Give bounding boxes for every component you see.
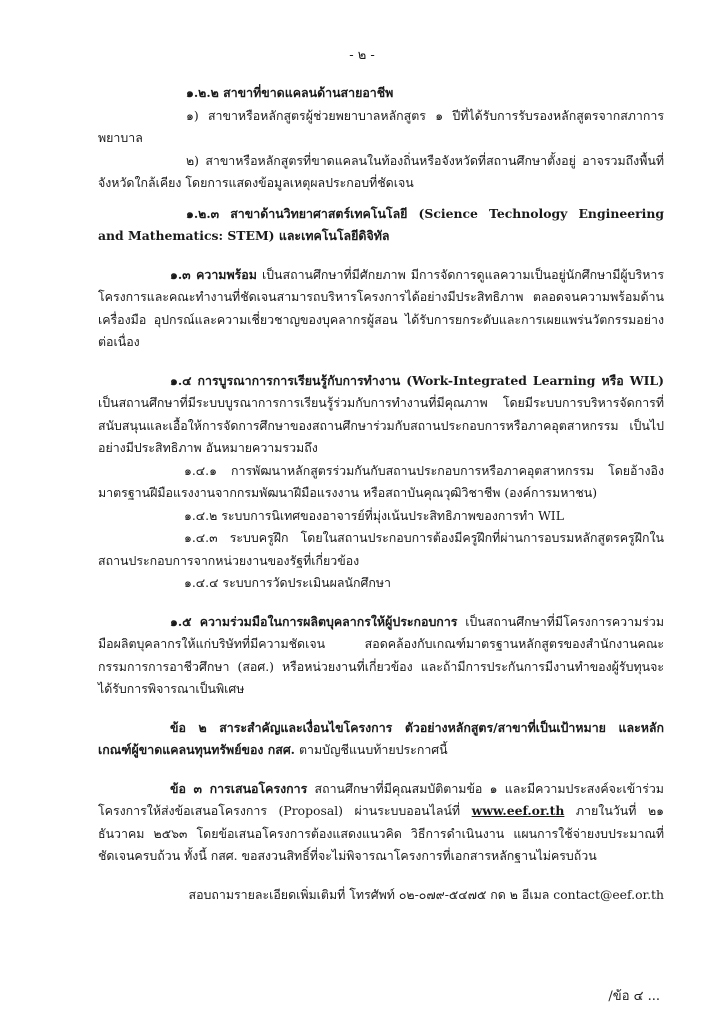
section-1-2-2-item-2: ๒) สาขาหรือหลักสูตรที่ขาดแคลนในท้องถิ่นหรือจังหวัดที่สถานศึกษาตั้งอยู่ อาจรวมถึงพื้นที่จังหวัดใกล้เคียง โดยการแสดงข้อมูลเหตุผลประกอบที่ชัดเจน [98,152,664,190]
clause-3 [98,778,664,868]
section-1-2-2-item-1: ๑) สาขาหรือหลักสูตรผู้ช่วยพยาบาลหลักสูตร ๑ ปีที่ได้รับการรับรองหลักสูตรจากสภาการพยาบาล [98,107,664,145]
section-1-4-heading: ๑.๔ การบูรณาการการเรียนรู้กับการทำงาน (Work-Integrated Learning หรือ WIL) [170,372,664,388]
section-1-2-2-heading: ๑.๒.๒ สาขาที่ขาดแคลนด้านสายอาชีพ [186,85,394,100]
section-1-5-heading: ๑.๕ ความร่วมมือในการผลิตบุคลากรให้ผู้ประกอบการ [170,613,458,629]
section-1-3-body: เป็นสถานศึกษาที่มีศักยภาพ มีการจัดการดูแลความเป็นอยู่นักศึกษามีผู้บริหารโครงการและคณะทำงานที่ชัดเจนสามารถบริหารโครงการได้อย่างมีประสิทธิภาพ ตลอดจนความพร้อมด้านเครื่องมือ อุปกรณ์และความเชี่ยวชาญของบุคลากรผู้สอน ได้รับการยกระดับและการเผยแพร่นวัตกรรมอย่างต่อเนื่อง [98,266,664,349]
clause-3-body-a: สถานศึกษาที่มีคุณสมบัติตามข้อ ๑ และมีความประสงค์จะเข้าร่วมโครงการให้ส่งข้อเสนอโครงการ (Proposal) ผ่านระบบออนไลน์ที่ [98,780,664,818]
proposal-website-link[interactable]: www.eef.or.th [471,803,565,818]
page-number: - ๒ - [349,48,375,63]
clause-2 [98,717,664,762]
clause-2-heading: ข้อ ๒ สาระสำคัญและเงื่อนไขโครงการ ตัวอย่างหลักสูตร/สาขาที่เป็นเป้าหมาย และหลักเกณฑ์ผู้ขาดแคลนทุนทรัพย์ของ กสศ. [98,719,664,757]
section-1-5-body: เป็นสถานศึกษาที่มีโครงการความร่วมมือผลิตบุคลากรให้แก่บริษัทที่มีความชัดเจน สอดคล้องกับเกณฑ์มาตรฐานหลักสูตรของสำนักงานคณะกรรมการการอาชีวศึกษา (สอศ.) หรือหน่วยงานที่เกี่ยวข้อง และถ้ามีการประกันการมีงานทำของผู้รับทุนจะได้รับการพิจารณาเป็นพิเศษ [98,613,665,696]
section-1-2-3-heading: ๑.๒.๓ สาขาด้านวิทยาศาสตร์เทคโนโลยี (Science Technology Engineering and Mathematics: STEM) และเทคโนโลยีดิจิทัล [98,205,664,243]
section-1-5 [98,611,664,701]
clause-2-body: ตามบัญชีแนบท้ายประกาศนี้ [295,742,448,757]
section-1-4-2: ๑.๔.๒ ระบบการนิเทศของอาจารย์ที่มุ่งเน้นประสิทธิภาพของการทำ WIL [184,507,564,523]
section-1-4-3: ๑.๔.๓ ระบบครูฝึก โดยในสถานประกอบการต้องมีครูฝึกที่ผ่านการอบรมหลักสูตรครูฝึกในสถานประกอบการจากหน่วยงานของรัฐที่เกี่ยวข้อง [98,530,664,568]
clause-3-body-b: ภายในวันที่ ๒๑ ธันวาคม ๒๕๖๓ โดยข้อเสนอโครงการต้องแสดงแนวคิด วิธีการดำเนินงาน แผนการใช้จ่ายงบประมาณที่ชัดเจนครบถ้วน ทั้งนี้ กสศ. ขอสงวนสิทธิ์ที่จะไม่พิจารณาโครงการที่เอกสารหลักฐานไม่ครบถ้วน [98,803,664,863]
section-1-4 [98,370,664,460]
contact-line: สอบถามรายละเอียดเพิ่มเติมที่ โทรศัพท์ ๐๒-๐๗๙-๕๔๗๕ กด ๒ อีเมล contact@eef.or.th [188,886,664,902]
section-1-3 [98,264,664,354]
clause-3-heading: ข้อ ๓ การเสนอโครงการ [170,780,308,796]
next-page-marker: /ข้อ ๔ ... [608,989,660,1004]
section-1-4-4: ๑.๔.๔ ระบบการวัดประเมินผลนักศึกษา [184,575,391,590]
document-body [98,82,664,906]
section-1-3-heading: ๑.๓ ความพร้อม [170,266,257,282]
section-1-4-1: ๑.๔.๑ การพัฒนาหลักสูตรร่วมกันกับสถานประกอบการหรือภาคอุตสาหกรรม โดยอ้างอิงมาตรฐานฝีมือแรงงานจากกรมพัฒนาฝีมือแรงงาน หรือสถาบันคุณวุฒิวิชาชีพ (องค์การมหาชน) [98,462,664,500]
section-1-4-body: เป็นสถานศึกษาที่มีระบบบูรณาการการเรียนรู้ร่วมกับการทำงานที่มีคุณภาพ โดยมีระบบการบริหารจัดการที่สนับสนุนและเอื้อให้การจัดการศึกษาของสถานศึกษาร่วมกับสถานประกอบการหรือภาคอุตสาหกรรม เป็นไปอย่างมีประสิทธิภาพ อันหมายความรวมถึง [98,395,664,455]
